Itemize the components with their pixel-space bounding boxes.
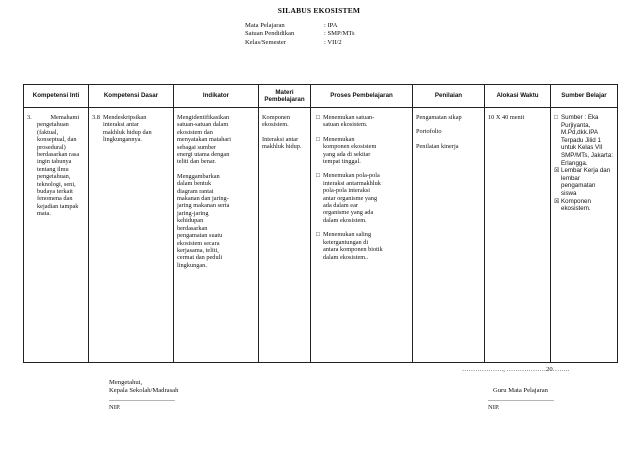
ki-text	[35, 114, 79, 218]
indikator-line: satuan-satuan dalam	[177, 121, 229, 129]
proses-line: Menemukan saling	[323, 231, 372, 239]
ki-line: tentang ilmu	[37, 165, 69, 173]
indikator-line: kehidupan	[177, 217, 204, 225]
sumber-item	[554, 114, 615, 167]
ki-line: budaya terkait	[37, 188, 73, 196]
penilaian-line: Pengamatan sikap	[416, 114, 462, 121]
syllabus-table	[23, 84, 618, 363]
sumber-line: ekosistem.	[561, 205, 591, 213]
proses-line: Menemukan	[323, 135, 355, 143]
cell-indikator	[174, 108, 259, 363]
sumber-line: Sumber : Eka	[561, 114, 599, 121]
cell-kompetensi-inti	[24, 108, 89, 363]
proses-line: dalam ekosistem.	[323, 216, 367, 224]
alokasi-value: 10 X 40 menit	[488, 114, 525, 121]
proses-line: Menemukan satuan-	[323, 114, 375, 121]
ki-line: konseptual, dan	[37, 136, 77, 144]
indikator-line: lingkungan.	[177, 261, 207, 269]
cell-alokasi	[485, 108, 551, 363]
proses-item	[316, 136, 410, 166]
acknowledged-label: Mengetahui,	[109, 379, 143, 386]
document-title: SILABUS EKOSISTEM	[277, 6, 361, 15]
proses-item	[316, 114, 410, 129]
indikator-line: makanan dan jaring-	[177, 195, 229, 203]
indikator-line: jaring makanan serta	[177, 202, 230, 210]
indikator-line: ekosistem secara	[177, 239, 220, 247]
proses-line: ketergantungan di	[323, 238, 369, 246]
kd-line: interaksi antar	[103, 121, 139, 129]
place-date: ………………., ………………20……..	[462, 366, 570, 373]
indikator-line: kerjasama, teliti,	[177, 246, 219, 254]
ki-line: mata.	[37, 210, 51, 218]
ki-line: Memahami	[50, 114, 80, 121]
footer-left-block	[109, 379, 178, 396]
sumber-line: M.Pd,dkk.IPA	[561, 129, 599, 137]
header-kompetensi-inti: Kompetensi Inti	[24, 85, 89, 108]
sumber-item	[554, 198, 615, 213]
meta-key: Kelas/Semester	[245, 38, 287, 46]
indikator-line: sebagai sumber	[177, 143, 216, 151]
proses-line: pola-pola interaksi	[323, 187, 371, 195]
meta-key: Satuan Pendidikan	[245, 30, 295, 38]
cell-penilaian	[413, 108, 485, 363]
header-alokasi: Alokasi Waktu	[485, 85, 551, 108]
checkbox-icon: □	[316, 114, 320, 121]
header-kompetensi-dasar: Kompetensi Dasar	[89, 85, 174, 108]
table-row	[24, 108, 618, 363]
cell-sumber	[551, 108, 618, 363]
indikator-line: menyatakan matahari	[177, 136, 232, 144]
sumber-line: Purjiyanta,	[561, 121, 591, 129]
kd-line: makhluk hidup dan	[103, 128, 152, 136]
sumber-line: siswa	[561, 189, 577, 197]
indikator-line: Menggambarkan	[177, 172, 220, 180]
sumber-line: Terpadu Jilid 1	[561, 136, 601, 144]
indikator-line: teliti dan benar.	[177, 158, 216, 166]
teacher-label: Guru Mata Pelajaran	[493, 387, 548, 394]
ki-line: teknologi, seni,	[37, 180, 76, 188]
meta-row-class	[245, 39, 355, 47]
meta-key: Mata Pelajaran	[245, 22, 285, 29]
right-nip: NIP.	[488, 404, 500, 411]
ki-number: 3.	[27, 114, 32, 121]
ki-line: berdasarkan rasa	[37, 151, 80, 159]
materi-line: ekosistem.	[262, 121, 289, 129]
proses-line: organisme yang ada	[323, 209, 374, 217]
right-signature-line: ____________________	[488, 395, 554, 402]
materi-line: makhluk hidup.	[262, 143, 302, 151]
penilaian-line: Penilaian kinerja	[416, 142, 459, 150]
proses-line: antar organisme yang	[323, 194, 378, 202]
checked-box-icon: ☒	[554, 167, 560, 175]
materi-line: Komponen	[262, 114, 290, 121]
checkbox-icon: □	[316, 135, 320, 143]
meta-value: : SMP/MTs	[324, 30, 355, 38]
kd-line: Mendeskripsikan	[103, 114, 147, 121]
header-penilaian: Penilaian	[413, 85, 485, 108]
left-nip: NIP.	[109, 404, 121, 411]
sumber-line: Komponen	[561, 197, 591, 205]
cell-materi	[259, 108, 311, 363]
ki-line: pengetahuan	[37, 121, 69, 129]
sumber-item	[554, 167, 615, 197]
proses-line: Menemukan pola-pola	[323, 172, 380, 180]
proses-line: komponen ekosistem	[323, 143, 377, 151]
kd-text	[103, 114, 152, 144]
sumber-line: lembar pengamatan	[561, 174, 596, 190]
header-proses: Proses Pembelajaran	[311, 85, 413, 108]
checkbox-icon: □	[316, 172, 320, 180]
indikator-line: energi utama dengan	[177, 151, 230, 159]
proses-item	[316, 231, 410, 261]
cell-kompetensi-dasar	[89, 108, 174, 363]
proses-line: interaksi antarmakhluk	[323, 179, 381, 187]
meta-value: : IPA	[324, 22, 338, 29]
indikator-line: pengamatan suatu	[177, 232, 223, 240]
header-indikator: Indikator	[174, 85, 259, 108]
indikator-line: cermat dan peduli	[177, 254, 223, 262]
sumber-line: SMP/MTs, Jakarta:	[561, 151, 613, 159]
proses-line: ada dalam ear	[323, 202, 358, 210]
ki-line: ingin tahunya	[37, 158, 72, 166]
meta-value: : VII/2	[324, 38, 342, 46]
meta-row-school	[245, 30, 355, 38]
indikator-line: Mengidentifikasikan	[177, 114, 230, 121]
checkbox-icon: □	[554, 114, 558, 121]
proses-item	[316, 172, 410, 224]
materi-line: Interaksi antar	[262, 135, 299, 143]
header-materi: Materi Pembelajaran	[259, 85, 311, 108]
proses-line: yang ada di sekitar	[323, 150, 371, 158]
meta-block	[245, 22, 355, 47]
ki-line: (faktual,	[37, 128, 59, 136]
checked-box-icon: ☒	[554, 197, 560, 205]
proses-line: satuan ekosistem.	[323, 121, 368, 129]
indikator-line: berdasarkan	[177, 224, 208, 232]
indikator-line: ekosistem dan	[177, 128, 213, 136]
kd-number: 3.8	[92, 114, 100, 121]
sumber-line: Erlangga.	[561, 159, 588, 167]
header-sumber: Sumber Belajar	[551, 85, 618, 108]
penilaian-line: Portofolio	[416, 128, 442, 136]
sumber-line: untuk Kelas VII	[561, 144, 603, 152]
sumber-line: Lembar Kerja dan	[561, 167, 611, 175]
indikator-line: dalam bentuk	[177, 180, 212, 188]
indikator-line: diagram rantai	[177, 187, 214, 195]
meta-row-subject	[245, 22, 355, 30]
table-header-row	[24, 85, 618, 108]
ki-line: pengetahuan,	[37, 173, 71, 181]
proses-line: tempat tinggal.	[323, 158, 361, 166]
left-signature-line: ____________________	[109, 395, 175, 402]
cell-proses	[311, 108, 413, 363]
checkbox-icon: □	[316, 231, 320, 239]
ki-line: fenomena dan	[37, 195, 73, 203]
proses-line: dalam ekosistem..	[323, 253, 369, 261]
indikator-line: jaring-jaring	[177, 209, 209, 217]
kd-line: lingkungannya.	[103, 136, 142, 144]
proses-line: antara komponen biotik	[323, 246, 383, 254]
ki-line: prosedural)	[37, 143, 66, 151]
ki-line: kejadian tampak	[37, 202, 79, 210]
principal-label: Kepala Sekolah/Madrasah	[109, 387, 179, 395]
